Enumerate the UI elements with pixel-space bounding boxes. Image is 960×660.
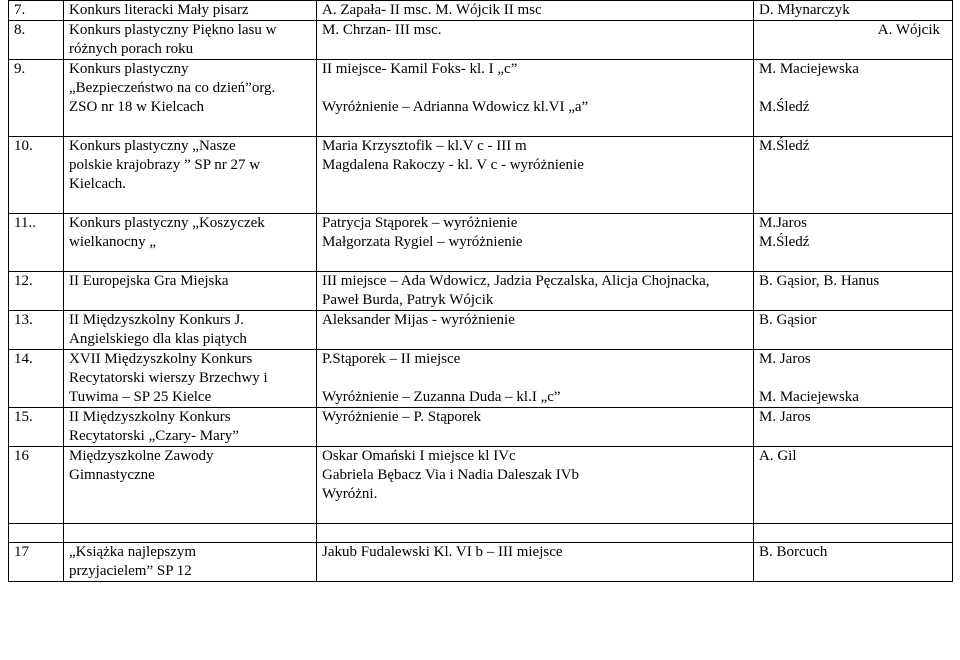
contest-name: Konkurs plastyczny „Koszyczek wielkanocny „ — [64, 214, 317, 272]
teachers: M. Maciejewska M.Śledź — [754, 60, 953, 137]
table-row — [9, 543, 953, 582]
teachers: B. Borcuch — [754, 543, 953, 582]
contest-name: II Europejska Gra Miejska — [64, 272, 317, 311]
teachers: A. Gil — [754, 447, 953, 524]
teachers: M.Śledź — [754, 137, 953, 214]
table-row — [9, 214, 953, 272]
teachers: B. Gąsior — [754, 311, 953, 350]
table-row — [9, 272, 953, 311]
row-number: 11.. — [9, 214, 64, 272]
table-row — [9, 447, 953, 524]
table-row — [9, 1, 953, 21]
table-row — [9, 137, 953, 214]
contest-name: Międzyszkolne Zawody Gimnastyczne — [64, 447, 317, 524]
teachers: B. Gąsior, B. Hanus — [754, 272, 953, 311]
results: A. Zapała- II msc. M. Wójcik II msc — [317, 1, 754, 21]
row-number: 7. — [9, 1, 64, 21]
teachers: A. Wójcik — [754, 21, 953, 60]
contest-name: Konkurs plastyczny Piękno lasu w różnych porach roku — [64, 21, 317, 60]
row-number: 16 — [9, 447, 64, 524]
table-row — [9, 21, 953, 60]
teachers: M. Jaros — [754, 408, 953, 447]
teachers: M. Jaros M. Maciejewska — [754, 350, 953, 408]
results: M. Chrzan- III msc. — [317, 21, 754, 60]
contest-name: Konkurs plastyczny „Bezpieczeństwo na co dzień”org. ZSO nr 18 w Kielcach — [64, 60, 317, 137]
row-number: 10. — [9, 137, 64, 214]
awards-table — [8, 0, 953, 582]
contest-name: II Międzyszkolny Konkurs Recytatorski „Czary- Mary” — [64, 408, 317, 447]
results: II miejsce- Kamil Foks- kl. I „c” Wyróżnienie – Adrianna Wdowicz kl.VI „a” — [317, 60, 754, 137]
results: Wyróżnienie – P. Stąporek — [317, 408, 754, 447]
table-row — [9, 350, 953, 408]
contest-name: „Książka najlepszym przyjacielem” SP 12 — [64, 543, 317, 582]
results: III miejsce – Ada Wdowicz, Jadzia Pęczalska, Alicja Chojnacka, Paweł Burda, Patryk Wójcik — [317, 272, 754, 311]
row-number: 17 — [9, 543, 64, 582]
row-number: 8. — [9, 21, 64, 60]
results: Oskar Omański I miejsce kl IVc Gabriela Bębacz Via i Nadia Daleszak IVb Wyróżni. — [317, 447, 754, 524]
results: Aleksander Mijas - wyróżnienie — [317, 311, 754, 350]
teachers: D. Młynarczyk — [754, 1, 953, 21]
contest-name: Konkurs literacki Mały pisarz — [64, 1, 317, 21]
table-row — [9, 408, 953, 447]
contest-name: II Międzyszkolny Konkurs J. Angielskiego dla klas piątych — [64, 311, 317, 350]
blank-row — [9, 524, 953, 543]
results: Maria Krzysztofik – kl.V c - III m Magdalena Rakoczy - kl. V c - wyróżnienie — [317, 137, 754, 214]
row-number: 12. — [9, 272, 64, 311]
contest-name: Konkurs plastyczny „Nasze polskie krajobrazy ” SP nr 27 w Kielcach. — [64, 137, 317, 214]
table-row — [9, 60, 953, 137]
table-row — [9, 311, 953, 350]
row-number: 14. — [9, 350, 64, 408]
row-number: 9. — [9, 60, 64, 137]
results: P.Stąporek – II miejsce Wyróżnienie – Zuzanna Duda – kl.I „c” — [317, 350, 754, 408]
row-number: 15. — [9, 408, 64, 447]
teachers: M.Jaros M.Śledź — [754, 214, 953, 272]
results: Jakub Fudalewski Kl. VI b – III miejsce — [317, 543, 754, 582]
contest-name: XVII Międzyszkolny Konkurs Recytatorski wierszy Brzechwy i Tuwima – SP 25 Kielce — [64, 350, 317, 408]
results: Patrycja Stąporek – wyróżnienie Małgorzata Rygiel – wyróżnienie — [317, 214, 754, 272]
row-number: 13. — [9, 311, 64, 350]
